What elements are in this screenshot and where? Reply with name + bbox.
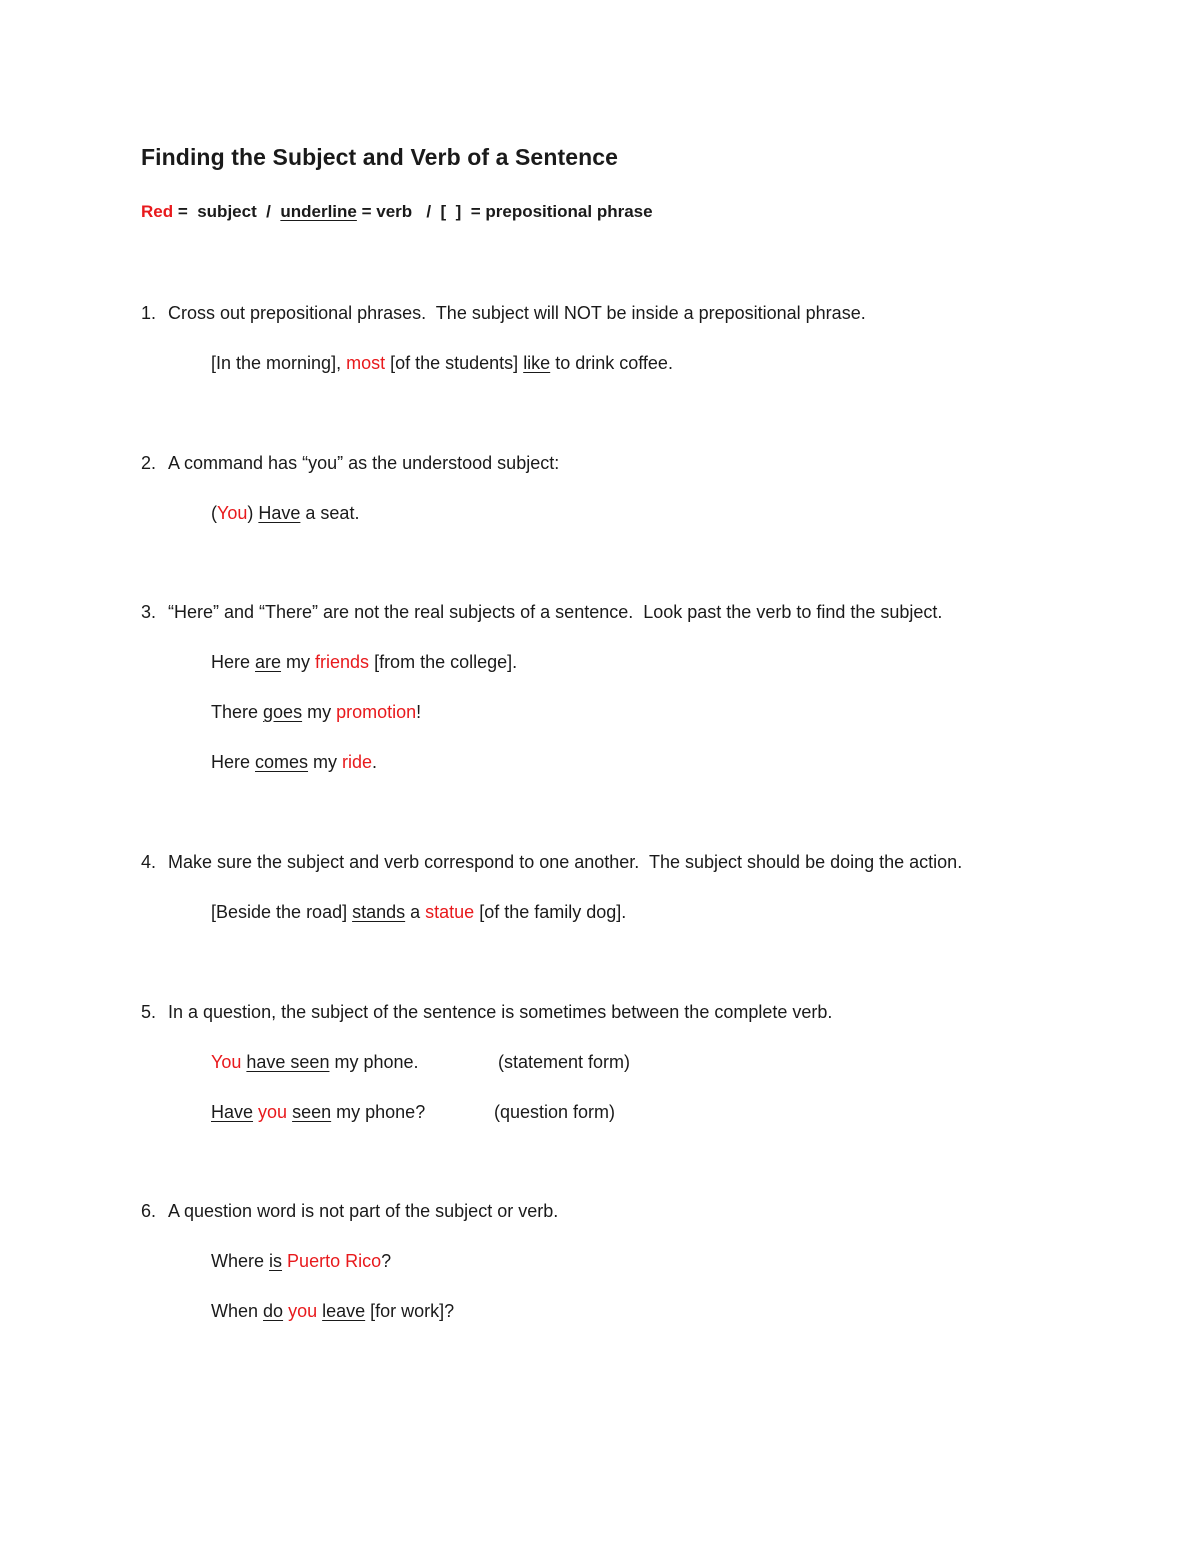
example-sentence bbox=[211, 1102, 616, 1123]
verb-word: stands bbox=[352, 902, 406, 922]
rule-6 bbox=[141, 1201, 558, 1222]
example-sentence bbox=[211, 1301, 454, 1322]
subject-word: Puerto Rico bbox=[287, 1251, 382, 1271]
sentence-text: ) bbox=[247, 503, 259, 523]
subject-word: friends bbox=[315, 652, 370, 672]
sentence-text: a bbox=[405, 902, 426, 922]
legend-subject-text: = subject / bbox=[173, 202, 281, 221]
sentence-text: my phone. bbox=[329, 1052, 419, 1072]
legend-underline-label: underline bbox=[280, 202, 357, 221]
sentence-text: to drink coffee. bbox=[550, 353, 673, 373]
rule-text: A command has “you” as the understood subject: bbox=[168, 453, 560, 473]
sentence-text: [In the morning], bbox=[211, 353, 347, 373]
form-note: (question form) bbox=[494, 1102, 616, 1122]
sentence-text: [from the college]. bbox=[369, 652, 518, 672]
subject-word: you bbox=[288, 1301, 318, 1321]
rule-number: 5. bbox=[141, 1002, 157, 1022]
example-sentence bbox=[211, 752, 377, 773]
legend bbox=[141, 202, 653, 222]
subject-word: You bbox=[217, 503, 248, 523]
rule-text: In a question, the subject of the sentence is sometimes between the complete verb. bbox=[168, 1002, 833, 1022]
sentence-text: When bbox=[211, 1301, 264, 1321]
page-title: Finding the Subject and Verb of a Sentence bbox=[141, 144, 619, 170]
sentence-text: Where bbox=[211, 1251, 270, 1271]
verb-word: do bbox=[263, 1301, 284, 1321]
legend-rest-text: = verb / [ ] = prepositional phrase bbox=[356, 202, 653, 221]
subject-word: most bbox=[346, 353, 386, 373]
rule-number: 1. bbox=[141, 303, 157, 323]
rule-1 bbox=[141, 303, 866, 324]
example-sentence bbox=[211, 503, 359, 524]
sentence-text: a seat. bbox=[300, 503, 360, 523]
sentence-text: my bbox=[302, 702, 337, 722]
sentence-text: . bbox=[372, 752, 378, 772]
subject-word: you bbox=[258, 1102, 288, 1122]
sentence-text: my phone? bbox=[331, 1102, 426, 1122]
example-sentence bbox=[211, 1251, 391, 1272]
sentence-text: Here bbox=[211, 752, 256, 772]
rule-2 bbox=[141, 453, 559, 474]
verb-word: is bbox=[269, 1251, 283, 1271]
rule-number: 4. bbox=[141, 852, 157, 872]
subject-word: ride bbox=[342, 752, 373, 772]
verb-word: Have bbox=[258, 503, 301, 523]
rule-number: 3. bbox=[141, 602, 157, 622]
verb-word: like bbox=[523, 353, 551, 373]
rule-text: “Here” and “There” are not the real subjects of a sentence. Look past the verb to find the subject. bbox=[168, 602, 943, 622]
rule-4 bbox=[141, 852, 962, 873]
legend-red-label: Red bbox=[141, 202, 174, 221]
rule-text: Make sure the subject and verb correspond to one another. The subject should be doing the action. bbox=[168, 852, 963, 872]
sentence-text: my bbox=[308, 752, 343, 772]
sentence-text: ! bbox=[416, 702, 422, 722]
sentence-text: There bbox=[211, 702, 264, 722]
verb-word: leave bbox=[322, 1301, 366, 1321]
sentence-text: [of the students] bbox=[385, 353, 524, 373]
sentence-text: [Beside the road] bbox=[211, 902, 353, 922]
sentence-text: Here bbox=[211, 652, 256, 672]
subject-word: promotion bbox=[336, 702, 417, 722]
rule-text: Cross out prepositional phrases. The subject will NOT be inside a prepositional phrase. bbox=[168, 303, 866, 323]
verb-word: goes bbox=[263, 702, 303, 722]
example-sentence bbox=[211, 702, 421, 723]
sentence-text: my bbox=[281, 652, 316, 672]
rule-3 bbox=[141, 602, 942, 623]
verb-word: seen bbox=[292, 1102, 332, 1122]
rule-number: 6. bbox=[141, 1201, 157, 1221]
sentence-text: ? bbox=[381, 1251, 392, 1271]
verb-word: comes bbox=[255, 752, 309, 772]
rule-number: 2. bbox=[141, 453, 157, 473]
sentence-text: [of the family dog]. bbox=[474, 902, 627, 922]
verb-word: Have bbox=[211, 1102, 254, 1122]
rule-5 bbox=[141, 1002, 832, 1023]
subject-word: You bbox=[211, 1052, 242, 1072]
rule-text: A question word is not part of the subject or verb. bbox=[168, 1201, 559, 1221]
example-sentence bbox=[211, 652, 517, 673]
subject-word: statue bbox=[425, 902, 475, 922]
verb-word: have seen bbox=[246, 1052, 330, 1072]
example-sentence bbox=[211, 902, 626, 923]
sentence-text: [for work]? bbox=[365, 1301, 455, 1321]
verb-word: are bbox=[255, 652, 282, 672]
sentence-text: ( bbox=[211, 503, 217, 523]
example-sentence bbox=[211, 353, 673, 374]
example-sentence bbox=[211, 1052, 631, 1073]
form-note: (statement form) bbox=[498, 1052, 631, 1072]
